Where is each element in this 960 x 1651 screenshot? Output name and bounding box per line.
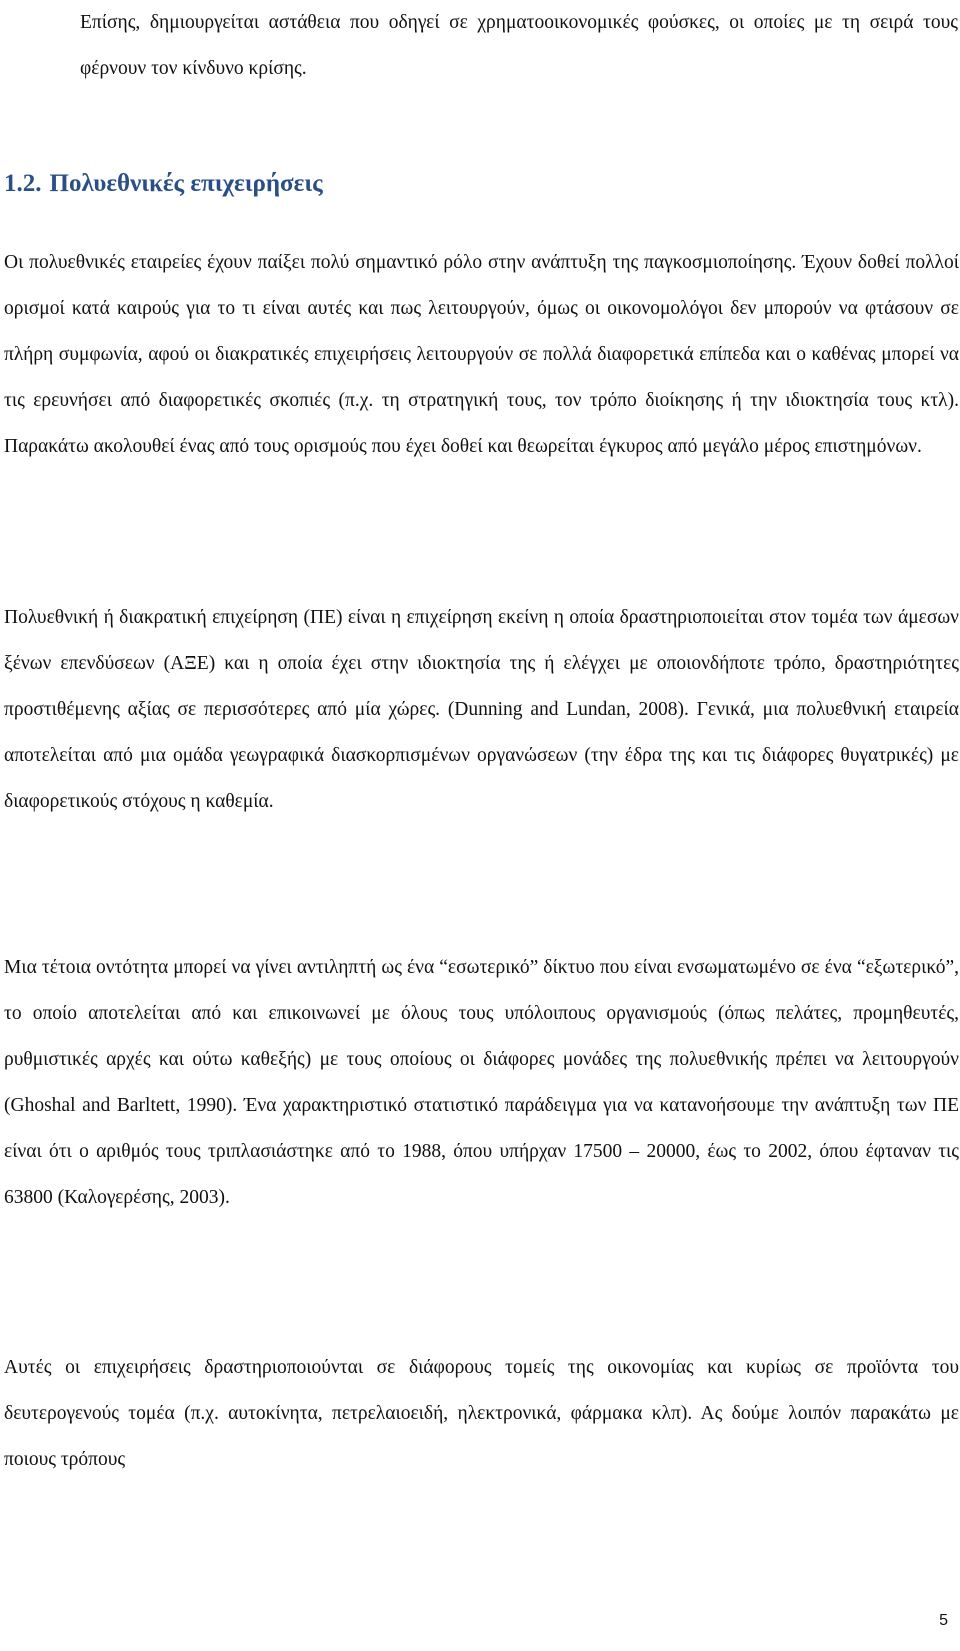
intro-continuation-paragraph: Επίσης, δημιουργείται αστάθεια που οδηγεί σε χρηματοοικονομικές φούσκες, οι οποίες με τη σειρά τους φέρνουν τον κίνδυνο κρίσης. [80,12,958,79]
section-title: Πολυεθνικές επιχειρήσεις [49,170,323,197]
paragraph-definitions: Οι πολυεθνικές εταιρείες έχουν παίξει πολύ σημαντικό ρόλο στην ανάπτυξη της παγκοσμιοποίησης. Έχουν δοθεί πολλοί ορισμοί κατά καιρούς για το τι είναι αυτές και πως λειτουργούν, όμως οι οικονομολόγοι δεν μπορούν να φτάσουν σε πλήρη συμφωνία, αφού οι διακρατικές επιχειρήσεις λειτουργούν σε πολλά διαφορετικά επίπεδα και ο καθένας μπορεί να τις ερευνήσει από διαφορετικές σκοπιές (π.χ. τη στρατηγική τους, τον τρόπο διοίκησης ή την ιδιοκτησία τους κτλ). Παρακάτω ακολουθεί ένας από τους ορισμούς που έχει δοθεί και θεωρείται έγκυρος από μεγάλο μέρος επιστημόνων. [4,252,959,457]
paragraph-sectors: Αυτές οι επιχειρήσεις δραστηριοποιούνται σε διάφορους τομείς της οικονομίας και κυρίως σε προϊόντα του δευτερογενούς τομέα (π.χ. αυτοκίνητα, πετρελαιοειδή, ηλεκτρονικά, φάρμακα κλπ). Ας δούμε λοιπόν παρακάτω με ποιους τρόπους [4,1357,959,1470]
page-number: 5 [939,1612,948,1629]
section-number: 1.2. [4,170,42,197]
paragraph-mne-definition: Πολυεθνική ή διακρατική επιχείρηση (ΠΕ) είναι η επιχείρηση εκείνη η οποία δραστηριοποιείται στον τομέα των άμεσων ξένων επενδύσεων (ΑΞΕ) και η οποία έχει στην ιδιοκτησία της ή ελέγχει με οποιονδήποτε τρόπο, δραστηριότητες προστιθέμενης αξίας σε περισσότερες από μία χώρες. (Dunning and Lundan, 2008). Γενικά, μια πολυεθνική εταιρεία αποτελείται από μια ομάδα γεωγραφικά διασκορπισμένων οργανώσεων (την έδρα της και τις διάφορες θυγατρικές) με διαφορετικούς στόχους η καθεμία. [4,607,959,812]
paragraph-network-entity: Μια τέτοια οντότητα μπορεί να γίνει αντιληπτή ως ένα “εσωτερικό” δίκτυο που είναι ενσωματωμένο σε ένα “εξωτερικό”, το οποίο αποτελείται από και επικοινωνεί με όλους τους υπόλοιπους οργανισμούς (όπως πελάτες, προμηθευτές, ρυθμιστικές αρχές και ούτω καθεξής) με τους οποίους οι διάφορες μονάδες της πολυεθνικής πρέπει να λειτουργούν (Ghoshal and Barltett, 1990). Ένα χαρακτηριστικό στατιστικό παράδειγμα για να κατανοήσουμε την ανάπτυξη των ΠΕ είναι ότι ο αριθμός τους τριπλασιάστηκε από το 1988, όπου υπήρχαν 17500 – 20000, έως το 2002, όπου έφταναν τις 63800 (Καλογερέσης, 2003). [4,957,959,1208]
section-heading [4,162,323,206]
